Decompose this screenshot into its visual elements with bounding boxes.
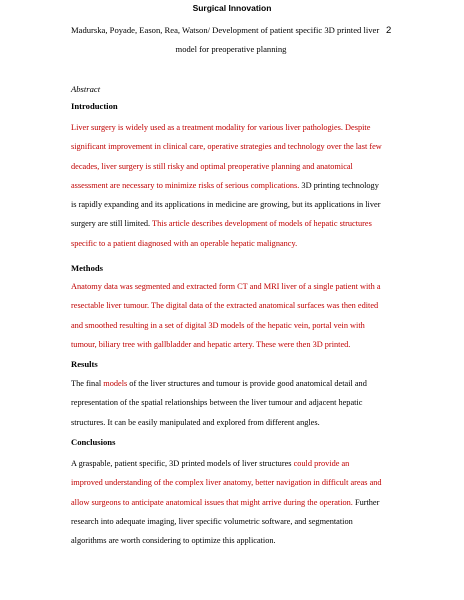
page-number: 2 <box>386 25 392 36</box>
highlighted-text: could provide an <box>293 459 350 468</box>
highlighted-text: tumour, biliary tree with gallbladder and hepatic artery. These were then 3D printed. <box>71 339 351 349</box>
conclusions-heading: Conclusions <box>71 437 116 447</box>
introduction-line <box>71 157 389 176</box>
conclusions-line <box>71 512 389 531</box>
body-text: surgery are still limited. <box>71 219 153 229</box>
methods-line <box>71 335 389 354</box>
highlighted-text: assessment are necessary to minimize risks of serious complications. <box>71 180 300 190</box>
highlighted-text: improved understanding of the complex liver anatomy, better navigation in difficult areas and <box>71 478 382 488</box>
introduction-line <box>71 234 389 253</box>
methods-paragraph <box>71 277 389 354</box>
body-text: of the liver structures and tumour is provide good anatomical detail and <box>127 379 367 388</box>
running-header-line-1: Madurska, Poyade, Eason, Rea, Watson/ Development of patient specific 3D printed liver <box>71 25 380 35</box>
introduction-line <box>71 137 389 156</box>
conclusions-paragraph <box>71 454 389 550</box>
results-heading: Results <box>71 359 98 369</box>
abstract-label: Abstract <box>71 84 101 94</box>
highlighted-text: Anatomy data was segmented and extracted form CT and MRI liver of a single patient with a <box>71 282 381 291</box>
results-paragraph <box>71 374 389 432</box>
highlighted-text: Liver surgery is widely used as a treatment modality for various liver pathologies. Despite <box>71 123 371 132</box>
body-text: The final <box>71 379 104 388</box>
methods-line <box>71 296 389 315</box>
conclusions-line <box>71 454 389 473</box>
highlighted-text: specific to a patient diagnosed with an operable hepatic malignancy. <box>71 238 298 248</box>
running-header-line-2: model for preoperative planning <box>175 44 287 54</box>
introduction-line <box>71 214 389 233</box>
introduction-line <box>71 195 389 214</box>
body-text: is rapidly expanding and its applications in medicine are growing, but its applications in liver <box>71 200 381 210</box>
results-line <box>71 393 389 412</box>
introduction-paragraph <box>71 118 389 253</box>
body-text: algorithms are worth considering to optimize this application. <box>71 536 276 546</box>
introduction-line <box>71 118 389 137</box>
conclusions-line <box>71 473 389 492</box>
body-text: research into adequate imaging, liver specific volumetric software, and segmentation <box>71 516 353 526</box>
body-text: A graspable, patient specific, 3D printed models of liver structures <box>71 459 294 468</box>
methods-heading: Methods <box>71 263 103 273</box>
highlighted-text: This article describes development of models of hepatic structures <box>152 219 372 229</box>
introduction-heading: Introduction <box>71 101 118 111</box>
body-text: structures. It can be easily manipulated and explored from different angles. <box>71 417 320 427</box>
highlighted-text: decades, liver surgery is still risky and optimal preoperative planning and anatomical <box>71 161 353 171</box>
highlighted-text: models <box>103 379 128 388</box>
results-line <box>71 413 389 432</box>
highlighted-text: significant improvement in clinical care, operative strategies and technology over the last few <box>71 142 382 152</box>
methods-line <box>71 316 389 335</box>
conclusions-line <box>71 531 389 550</box>
highlighted-text: allow surgeons to anticipate anatomical issues that might arrive during the operation. <box>71 497 353 507</box>
conclusions-line <box>71 493 389 512</box>
body-text: Further <box>352 497 380 507</box>
journal-title: Surgical Innovation <box>192 3 272 13</box>
highlighted-text: and smoothed resulting in a set of digital 3D models of the hepatic vein, portal vein with <box>71 320 365 330</box>
body-text: representation of the spatial relationships between the liver tumour and adjacent hepatic <box>71 398 363 408</box>
highlighted-text: resectable liver tumour. The digital data of the extracted anatomical surfaces was then edited <box>71 301 379 311</box>
body-text: 3D printing technology <box>299 180 379 190</box>
introduction-line <box>71 176 389 195</box>
methods-line <box>71 277 389 296</box>
results-line <box>71 374 389 393</box>
